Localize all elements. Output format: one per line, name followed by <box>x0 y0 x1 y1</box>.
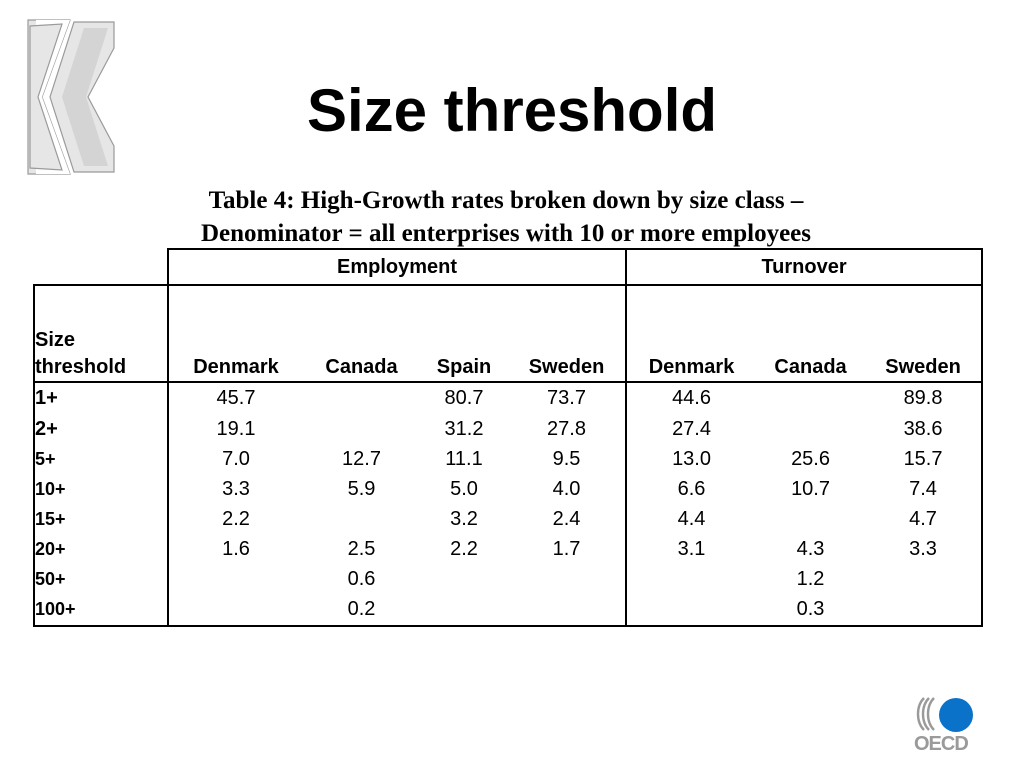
table-cell: 4.7 <box>865 504 982 534</box>
table-cell: 15.7 <box>865 444 982 474</box>
table-cell: 12.7 <box>342 447 381 470</box>
table-cell: 3.3 <box>865 534 982 564</box>
table-cell <box>756 382 865 414</box>
row-label: 15+ <box>34 504 168 534</box>
table-cell: 1.6 <box>222 537 250 560</box>
row-header-label-line-2: threshold <box>35 356 127 378</box>
table-row <box>34 382 982 414</box>
table-cell: 27.8 <box>508 414 626 444</box>
row-label: 100+ <box>34 594 168 626</box>
table-cell: 6.6 <box>677 477 706 500</box>
table-cell: 11.1 <box>445 447 483 470</box>
column-header: Canada <box>303 285 420 382</box>
table-cell: 1.2 <box>796 567 825 590</box>
table-row <box>34 594 982 626</box>
table-cell: 89.8 <box>865 382 982 414</box>
table-cell: 7.4 <box>865 474 982 504</box>
table-row <box>34 474 982 504</box>
table-cell <box>508 594 626 626</box>
table-row <box>34 534 982 564</box>
table-cell <box>303 504 420 534</box>
logo-text: OECD <box>914 733 968 755</box>
table-cell: 73.7 <box>508 382 626 414</box>
table-cell <box>626 564 756 594</box>
column-header: Denmark <box>168 285 303 382</box>
table-cell: 4.4 <box>677 507 706 530</box>
table-cell: 3.1 <box>677 537 706 560</box>
row-header-label <box>34 285 168 382</box>
table-cell: 38.6 <box>865 414 982 444</box>
table-cell <box>168 564 303 594</box>
table-cell <box>303 382 420 414</box>
table-cell: 4.3 <box>796 537 825 560</box>
table-row <box>34 564 982 594</box>
table-cell: 2.2 <box>450 537 478 560</box>
row-label: 2+ <box>34 414 168 444</box>
column-header: Spain <box>420 285 508 382</box>
table-cell: 10.7 <box>791 477 830 500</box>
caption-line-1: Table 4: High-Growth rates broken down by size class – <box>208 187 804 214</box>
table-cell: 0.3 <box>756 594 865 626</box>
table-cell: 3.3 <box>222 477 250 500</box>
table-cell: 2.4 <box>508 504 626 534</box>
table-cell: 25.6 <box>791 447 830 470</box>
group-header-turnover: Turnover <box>626 249 982 285</box>
table-row <box>34 444 982 474</box>
row-label: 5+ <box>34 444 168 474</box>
group-header-employment: Employment <box>168 249 626 285</box>
page-title: Size threshold <box>306 77 718 144</box>
logo-circle <box>939 698 973 732</box>
table-cell <box>626 594 756 626</box>
table-cell: 19.1 <box>216 417 256 440</box>
row-label: 10+ <box>34 474 168 504</box>
table-cell: 27.4 <box>672 417 711 440</box>
row-header-label-line-1: Size <box>35 329 76 351</box>
column-header-row <box>34 285 982 382</box>
table-cell: 80.7 <box>444 387 484 409</box>
table-cell: 44.6 <box>672 387 711 409</box>
table-cell <box>168 594 303 626</box>
table-cell <box>756 414 865 444</box>
table-cell: 9.5 <box>508 444 626 474</box>
table-cell <box>508 564 626 594</box>
table-cell: 2.2 <box>222 507 250 530</box>
column-header: Canada <box>756 285 865 382</box>
group-header-row <box>34 249 982 285</box>
caption-line-2: Denominator = all enterprises with 10 or more employees <box>201 220 811 247</box>
table-cell <box>865 564 982 594</box>
table-cell <box>420 564 508 594</box>
group-header-blank <box>34 249 168 285</box>
table-cell: 1.7 <box>508 534 626 564</box>
table-cell: 2.5 <box>347 537 376 560</box>
table-cell <box>756 504 865 534</box>
table-cell: 13.0 <box>672 447 711 470</box>
table-cell <box>865 594 982 626</box>
table-cell: 4.0 <box>508 474 626 504</box>
table-cell: 0.6 <box>347 567 376 590</box>
table-cell: 5.0 <box>450 477 478 500</box>
column-header: Sweden <box>508 285 626 382</box>
table-cell: 5.9 <box>347 477 376 500</box>
high-growth-table <box>33 248 983 627</box>
row-label: 1+ <box>34 382 168 414</box>
table-caption <box>0 184 1012 250</box>
table-cell: 0.2 <box>303 594 420 626</box>
column-header: Sweden <box>865 285 982 382</box>
row-label: 20+ <box>34 534 168 564</box>
column-header: Denmark <box>626 285 756 382</box>
table-cell <box>303 414 420 444</box>
table-cell <box>420 594 508 626</box>
table-cell: 3.2 <box>450 507 478 530</box>
table-row <box>34 504 982 534</box>
logo-stripes <box>918 698 934 730</box>
row-label: 50+ <box>34 564 168 594</box>
table-cell: 7.0 <box>222 447 250 470</box>
table-cell: 45.7 <box>216 387 256 409</box>
table-cell: 31.2 <box>444 417 484 440</box>
table-row <box>34 414 982 444</box>
